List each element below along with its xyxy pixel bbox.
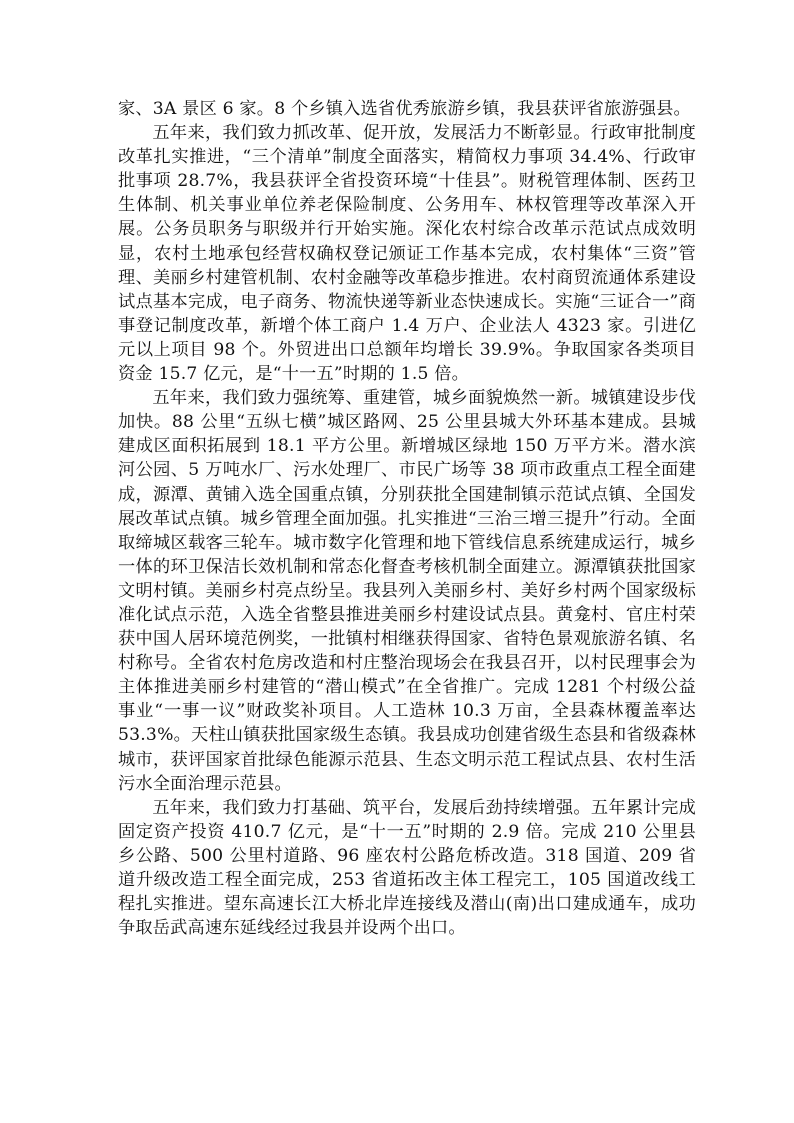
paragraph-urban-rural: 五年来，我们致力强统筹、重建管，城乡面貌焕然一新。城镇建设步伐加快。88 公里“五纵七横”城区路网、25 公里县城大外环基本建成。县城建成区面积拓展到 18.1 平方公里。新增城区绿地 150 万平方米。潜水滨河公园、5 万吨水厂、污水处理厂、市民广场等 38 项市政重点工程全面建成，源潭、黄铺入选全国重点镇，分别获批全国建制镇示范试点镇、全国发展改革试点镇。城乡管理全面加强。扎实推进“三治三增三提升”行动。全面取缔城区载客三轮车。城市数字化管理和地下管线信息系统建成运行，城乡一体的环卫保洁长效机制和常态化督查考核机制全面建立。源潭镇获批国家文明村镇。美丽乡村亮点纷呈。我县列入美丽乡村、美好乡村两个国家级标准化试点示范，入选全省整县推进美丽乡村建设试点县。黄龛村、官庄村荣获中国人居环境范例奖，一批镇村相继获得国家、省特色景观旅游名镇、名村称号。全省农村危房改造和村庄整治现场会在我县召开，以村民理事会为主体推进美丽乡村建管的“潜山模式”在全省推广。完成 1281 个村级公益事业“一事一议”财政奖补项目。人工造林 10.3 万亩，全县森林覆盖率达 53.3%。天柱山镇获批国家级生态镇。我县成功创建省级生态县和省级森林城市，获评国家首批绿色能源示范县、生态文明示范工程试点县、农村生活污水全面治理示范县。 xyxy=(118,388,696,794)
document-body xyxy=(118,97,696,940)
paragraph-reform-opening: 五年来，我们致力抓改革、促开放，发展活力不断彰显。行政审批制度改革扎实推进，“三个清单”制度全面落实，精简权力事项 34.4%、行政审批事项 28.7%，我县获评全省投资环境“十佳县”。财税管理体制、医药卫生体制、机关事业单位养老保险制度、公务用车、林权管理等改革深入开展。公务员职务与职级并行开始实施。深化农村综合改革示范试点成效明显，农村土地承包经营权确权登记颁证工作基本完成，农村集体“三资”管理、美丽乡村建管机制、农村金融等改革稳步推进。农村商贸流通体系建设试点基本完成，电子商务、物流快递等新业态快速成长。实施“三证合一”商事登记制度改革，新增个体工商户 1.4 万户、企业法人 4323 家。引进亿元以上项目 98 个。外贸进出口总额年均增长 39.9%。争取国家各类项目资金 15.7 亿元，是“十一五”时期的 1.5 倍。 xyxy=(118,123,696,385)
paragraph-tourism-continued: 家、3A 景区 6 家。8 个乡镇入选省优秀旅游乡镇，我县获评省旅游强县。 xyxy=(118,99,691,119)
paragraph-infrastructure: 五年来，我们致力打基础、筑平台，发展后劲持续增强。五年累计完成固定资产投资 410.7 亿元，是“十一五”时期的 2.9 倍。完成 210 公里县乡公路、500 公里村道路、96 座农村公路危桥改造。318 国道、209 省道升级改造工程全面完成，253 省道拓改主体工程完工，105 国道改线工程扎实推进。望东高速长江大桥北岸连接线及潜山(南)出口建成通车，成功争取岳武高速东延线经过我县并设两个出口。 xyxy=(118,797,696,939)
